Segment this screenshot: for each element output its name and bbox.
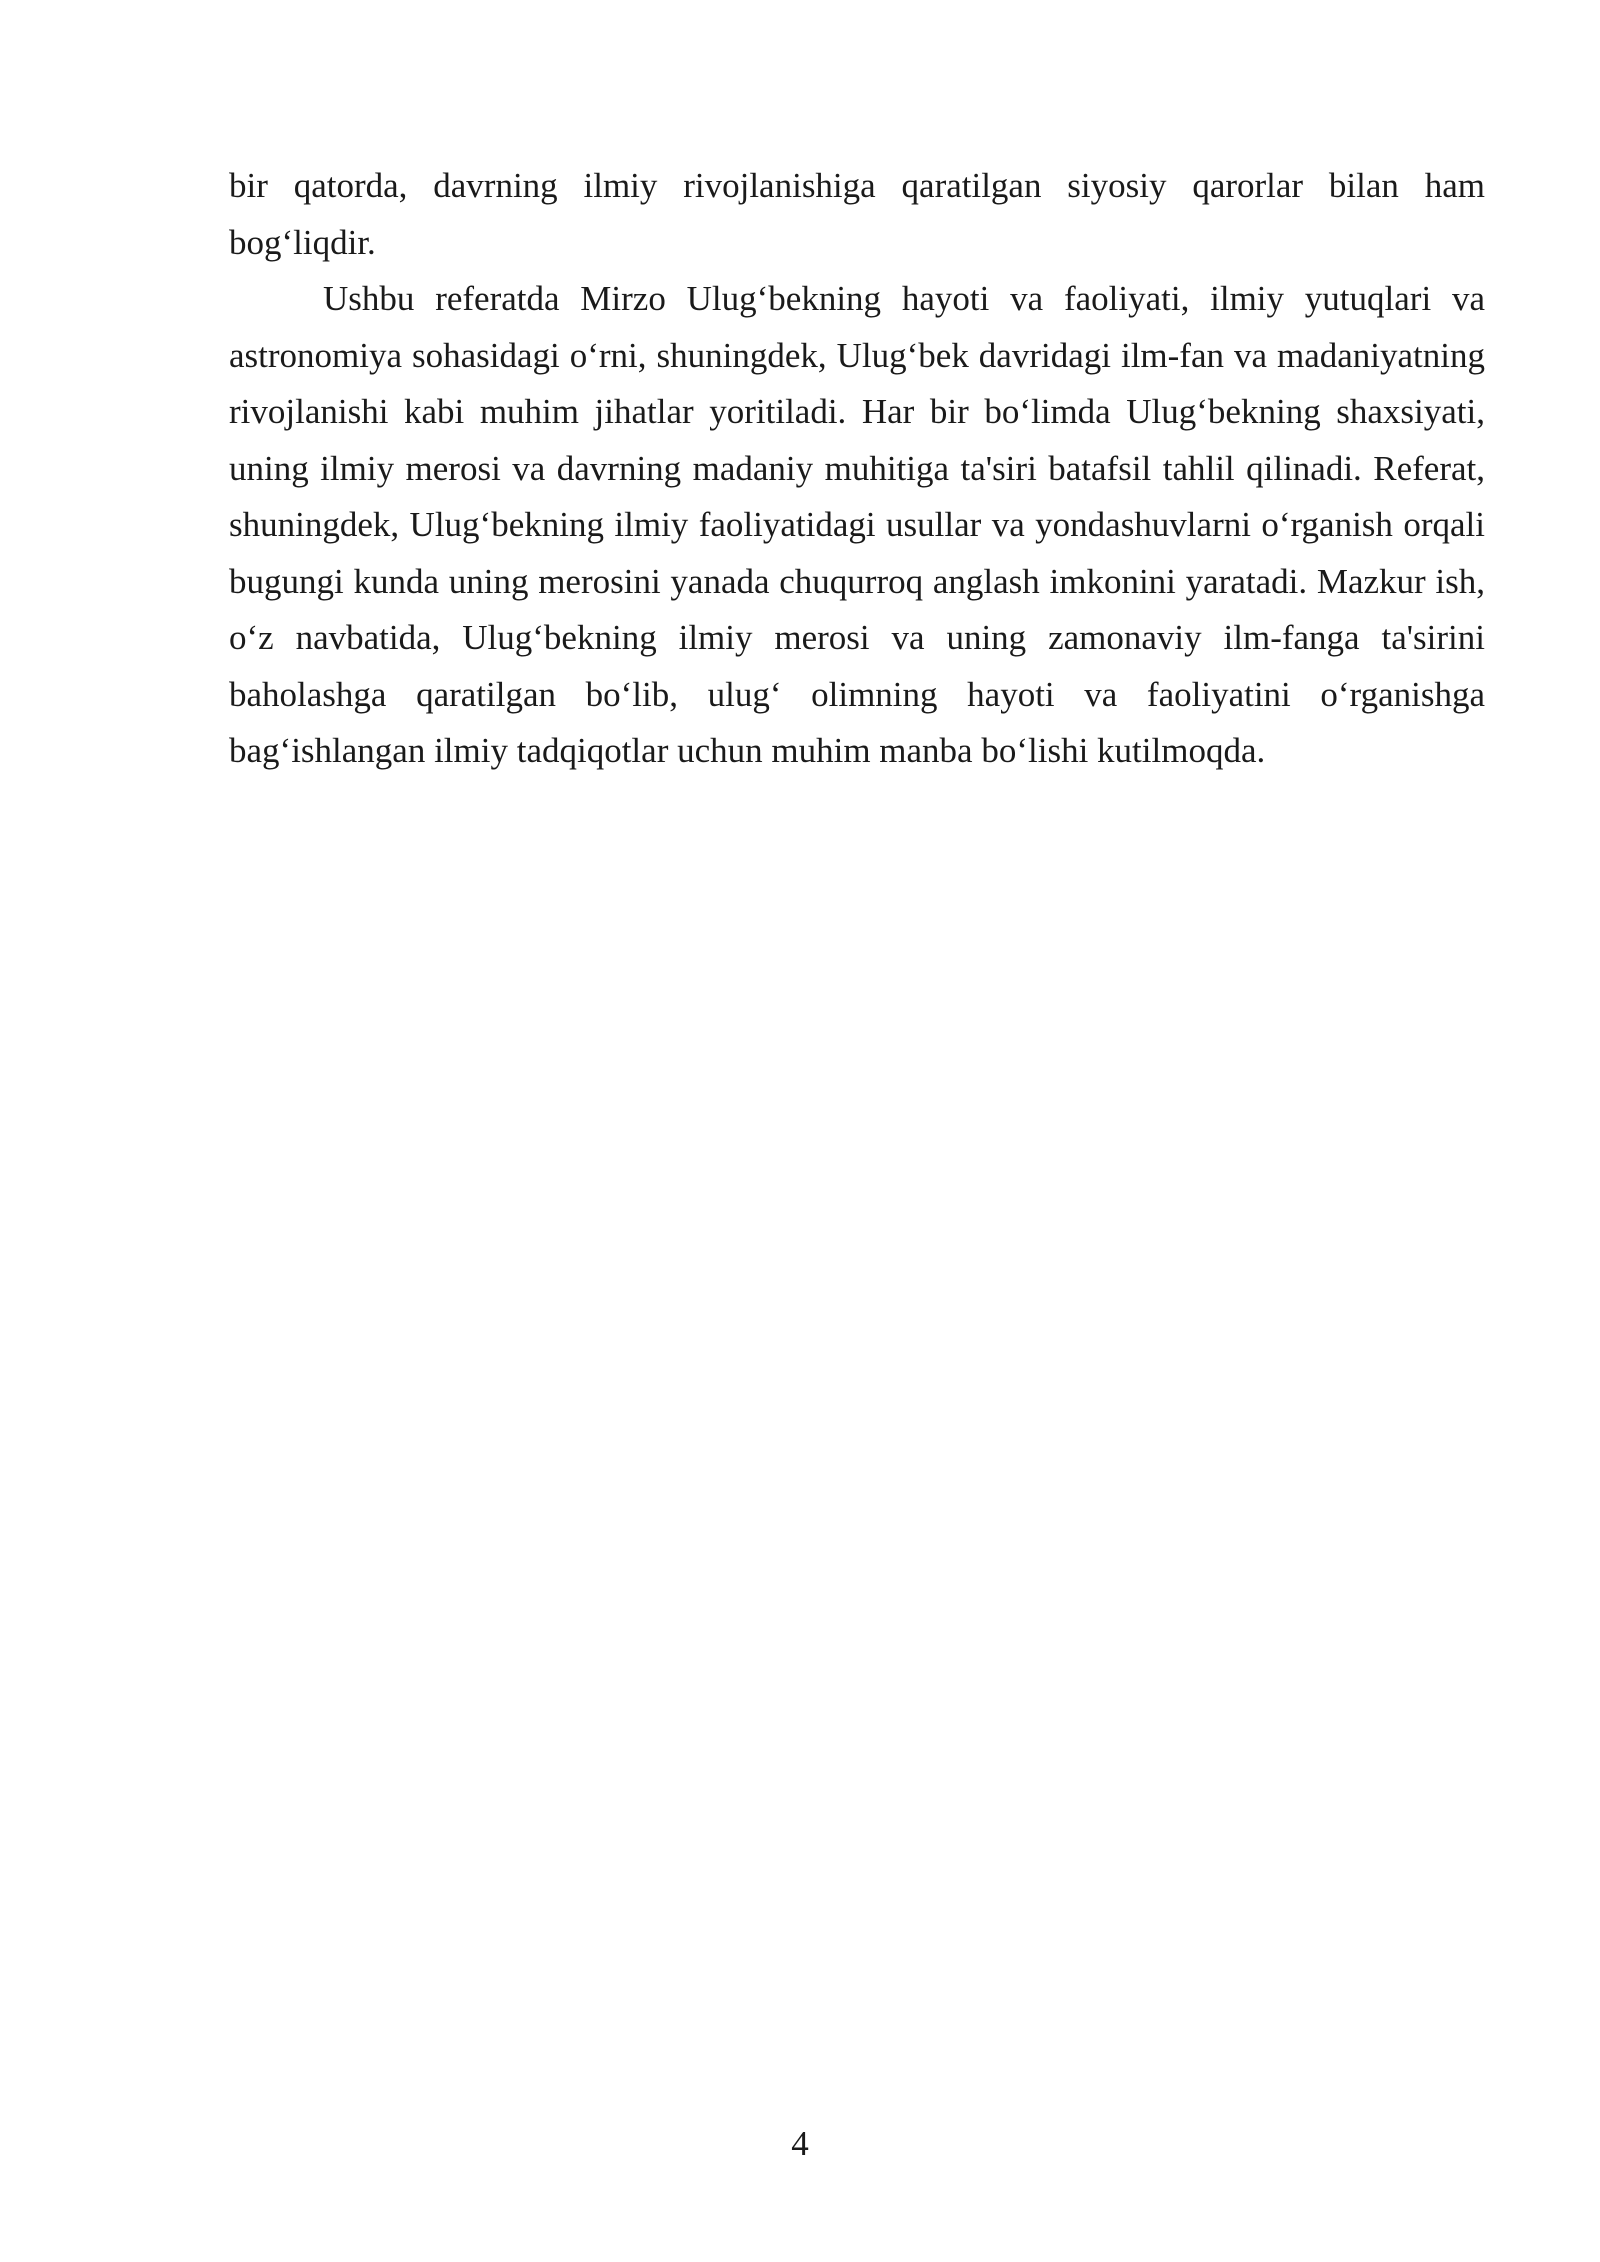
paragraph-introduction: Ushbu referatda Mirzo Ulug‘bekning hayoti va faoliyati, ilmiy yutuqlari va astronomiya sohasidagi o‘rni, shuningdek, Ulug‘bek davridagi ilm-fan va madaniyatning rivojlanishi kabi muhim jihatlar yoritiladi. Har bir bo‘limda Ulug‘bekning shaxsiyati, uning ilmiy merosi va davrning madaniy muhitiga ta'siri batafsil tahlil qilinadi. Referat, shuningdek, Ulug‘bekning ilmiy faoliyatidagi usullar va yondashuvlarni o‘rganish orqali bugungi kunda uning merosini yanada chuqurroq anglash imkonini yaratadi. Mazkur ish, o‘z navbatida, Ulug‘bekning ilmiy merosi va uning zamonaviy ilm-fanga ta'sirini baholashga qaratilgan bo‘lib, ulug‘ olimning hayoti va faoliyatini o‘rganishga bag‘ishlangan ilmiy tadqiqotlar uchun muhim manba bo‘lishi kutilmoqda. xyxy=(229,279,1485,770)
body-text xyxy=(229,158,1485,780)
paragraph-continuation: bir qatorda, davrning ilmiy rivojlanishiga qaratilgan siyosiy qarorlar bilan ham bog‘liqdir. xyxy=(229,166,1485,262)
page-number: 4 xyxy=(791,2124,809,2163)
